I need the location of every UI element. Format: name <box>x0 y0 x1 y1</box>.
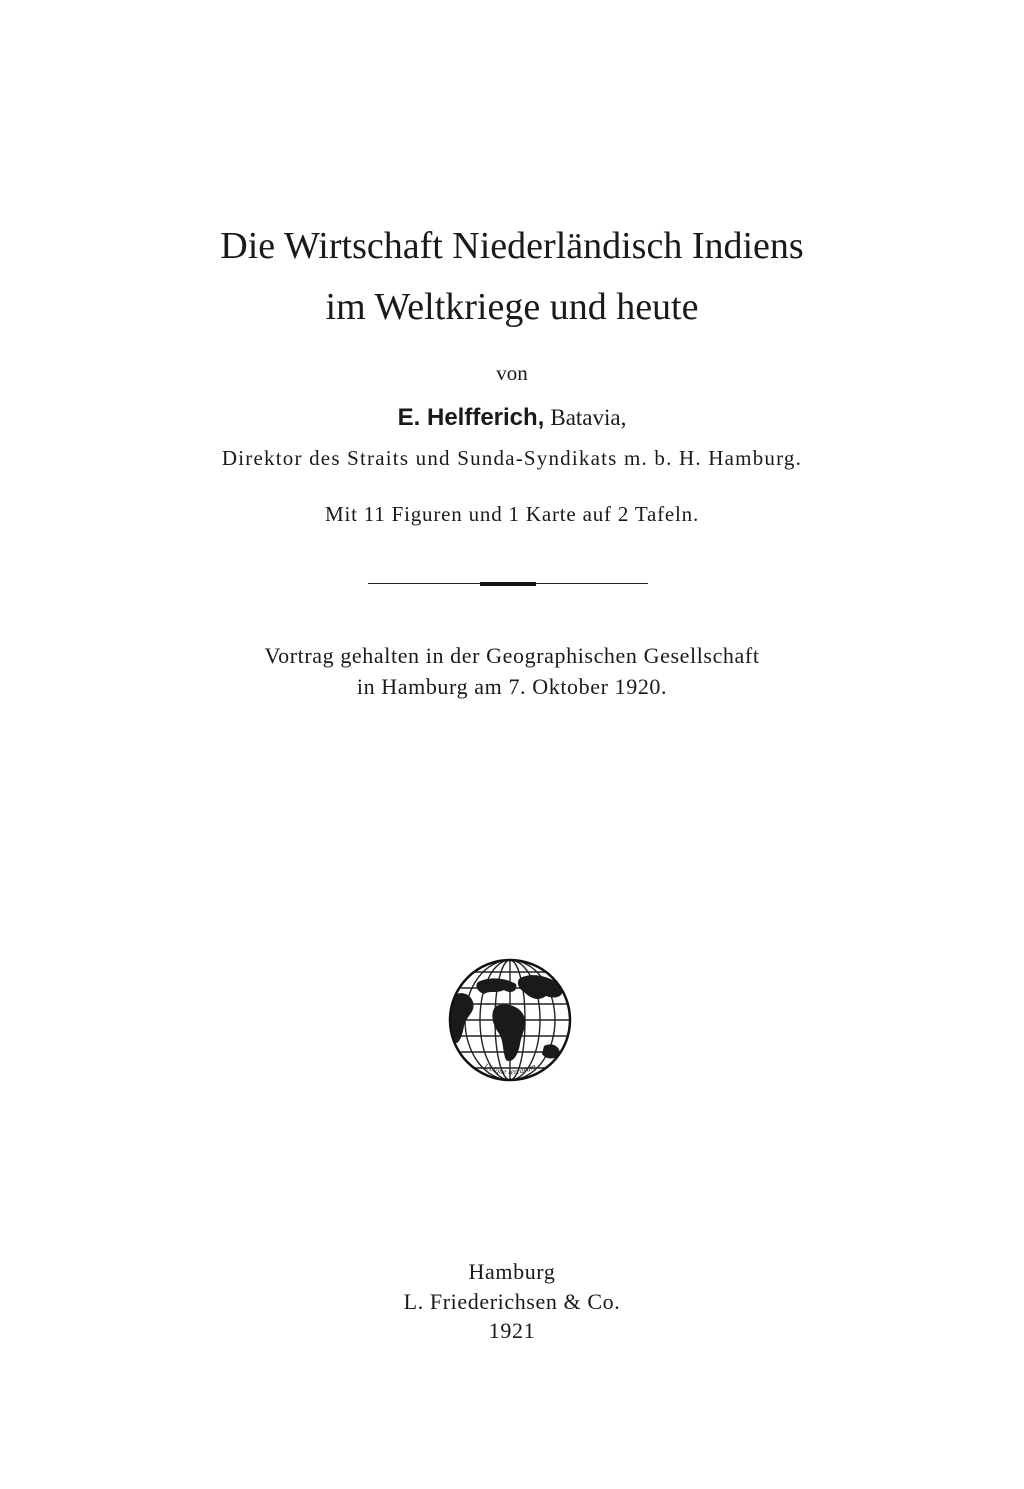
lecture-note-line-2: in Hamburg am 7. Oktober 1920. <box>356 674 668 699</box>
imprint-city: Hamburg <box>468 1259 556 1284</box>
figures-note: Mit 11 Figuren und 1 Karte auf 2 Tafeln. <box>324 502 700 526</box>
rule-thick-segment <box>480 582 536 586</box>
imprint-year: 1921 <box>488 1318 536 1343</box>
imprint-publisher: L. Friederichsen & Co. <box>403 1289 621 1314</box>
author-place: Batavia, <box>550 405 627 430</box>
by-word: von <box>496 361 528 385</box>
title-line-1: Die Wirtschaft Niederländisch Indiens <box>220 225 804 267</box>
lecture-note-line-1: Vortrag gehalten in der Geographischen Gesellschaft <box>264 643 760 668</box>
author-line <box>0 404 1024 432</box>
author-name: E. Helfferich, <box>397 404 545 431</box>
author-position: Direktor des Straits und Sunda-Syndikats m. b. H. Hamburg. <box>221 446 803 470</box>
title-line-2: im Weltkriege und heute <box>325 286 699 328</box>
decorative-rule <box>368 582 648 585</box>
globe-icon <box>440 950 580 1100</box>
globe-motto: Ubique terrarum <box>482 1061 538 1077</box>
